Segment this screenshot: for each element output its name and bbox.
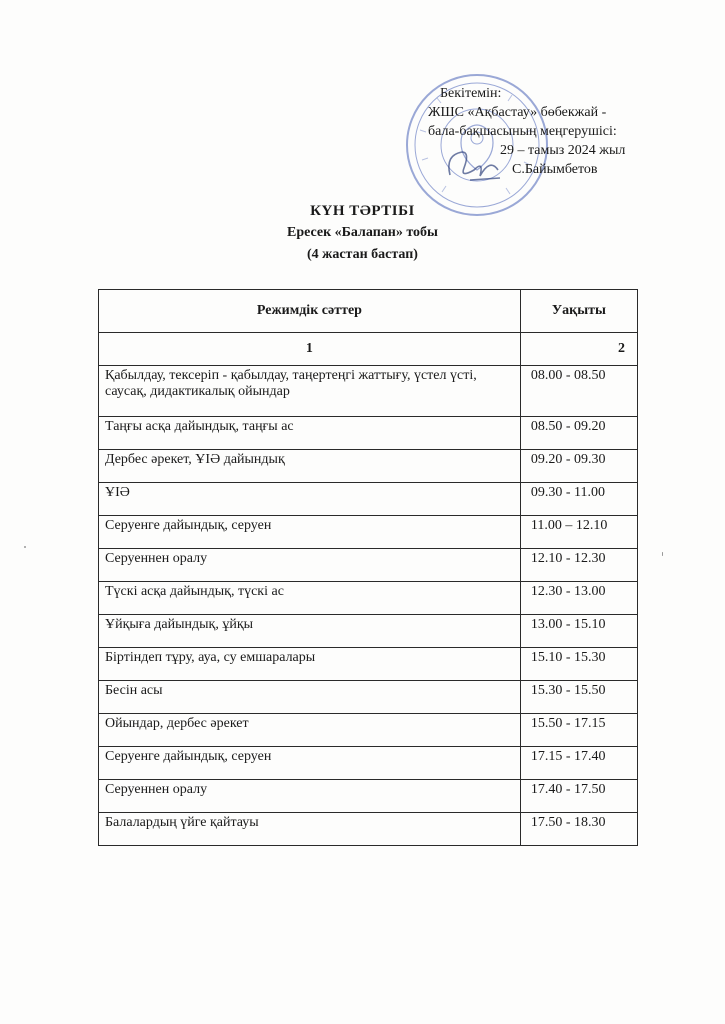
approval-date: 29 – тамыз 2024 жыл bbox=[500, 143, 626, 158]
activity-cell: Түскі асқа дайындық, түскі ас bbox=[99, 582, 521, 615]
table-row bbox=[99, 366, 638, 417]
table-row bbox=[99, 648, 638, 681]
time-cell: 12.30 - 13.00 bbox=[520, 582, 637, 615]
time-cell: 08.50 - 09.20 bbox=[520, 417, 637, 450]
scan-speck bbox=[662, 552, 663, 556]
activity-cell: Дербес әрекет, ҰІӘ дайындық bbox=[99, 450, 521, 483]
activity-cell: Балалардың үйге қайтауы bbox=[99, 813, 521, 846]
age-note: (4 жастан бастап) bbox=[307, 247, 418, 262]
time-cell: 13.00 - 15.10 bbox=[520, 615, 637, 648]
column-header-activity: Режимдік сәттер bbox=[99, 290, 521, 333]
schedule-table bbox=[98, 289, 638, 846]
activity-cell: Қабылдау, тексеріп - қабылдау, таңертеңгі жаттығу, үстел үсті, саусақ, дидактикалық ойындар bbox=[99, 366, 521, 417]
column-number-row bbox=[99, 333, 638, 366]
time-cell: 09.30 - 11.00 bbox=[520, 483, 637, 516]
table-row bbox=[99, 483, 638, 516]
column-header-time: Уақыты bbox=[520, 290, 637, 333]
approval-line-1: Бекітемін: bbox=[440, 86, 502, 101]
table-row bbox=[99, 450, 638, 483]
table-row bbox=[99, 714, 638, 747]
activity-cell: ҰІӘ bbox=[99, 483, 521, 516]
time-cell: 17.50 - 18.30 bbox=[520, 813, 637, 846]
approval-line-3: бала-бақшасының меңгерушісі: bbox=[428, 124, 617, 139]
activity-cell: Серуеннен оралу bbox=[99, 780, 521, 813]
approval-signatory: С.Байымбетов bbox=[512, 162, 598, 177]
table-row bbox=[99, 813, 638, 846]
page-title: КҮН ТӘРТІБІ bbox=[310, 203, 415, 219]
column-number-2: 2 bbox=[520, 333, 637, 366]
table-row bbox=[99, 615, 638, 648]
activity-cell: Ұйқыға дайындық, ұйқы bbox=[99, 615, 521, 648]
time-cell: 17.15 - 17.40 bbox=[520, 747, 637, 780]
approval-block bbox=[428, 84, 688, 179]
activity-cell: Таңғы асқа дайындық, таңғы ас bbox=[99, 417, 521, 450]
activity-cell: Ойындар, дербес әрекет bbox=[99, 714, 521, 747]
activity-cell: Серуенге дайындық, серуен bbox=[99, 747, 521, 780]
column-number-1: 1 bbox=[99, 333, 521, 366]
time-cell: 09.20 - 09.30 bbox=[520, 450, 637, 483]
activity-cell: Серуеннен оралу bbox=[99, 549, 521, 582]
time-cell: 15.10 - 15.30 bbox=[520, 648, 637, 681]
time-cell: 11.00 – 12.10 bbox=[520, 516, 637, 549]
activity-cell: Серуенге дайындық, серуен bbox=[99, 516, 521, 549]
approval-line-2: ЖШС «Ақбастау» бөбекжай - bbox=[428, 105, 607, 120]
table-row bbox=[99, 549, 638, 582]
table-row bbox=[99, 516, 638, 549]
table-row bbox=[99, 747, 638, 780]
activity-cell: Бесін асы bbox=[99, 681, 521, 714]
time-cell: 15.50 - 17.15 bbox=[520, 714, 637, 747]
time-cell: 12.10 - 12.30 bbox=[520, 549, 637, 582]
table-header-row bbox=[99, 290, 638, 333]
table-row bbox=[99, 681, 638, 714]
time-cell: 15.30 - 15.50 bbox=[520, 681, 637, 714]
time-cell: 17.40 - 17.50 bbox=[520, 780, 637, 813]
document-title-block bbox=[0, 200, 725, 266]
activity-cell: Біртіндеп тұру, ауа, су емшаралары bbox=[99, 648, 521, 681]
group-name: Ересек «Балапан» тобы bbox=[287, 225, 438, 240]
table-row bbox=[99, 780, 638, 813]
table-row bbox=[99, 417, 638, 450]
table-row bbox=[99, 582, 638, 615]
scan-speck bbox=[24, 546, 26, 548]
time-cell: 08.00 - 08.50 bbox=[520, 366, 637, 417]
